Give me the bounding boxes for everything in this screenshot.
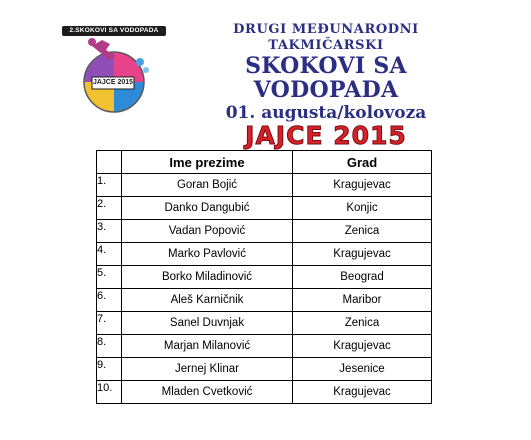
row-num: 6. [97, 289, 122, 312]
header-num [97, 151, 122, 174]
row-name: Borko Miladinović [122, 266, 293, 289]
header-name: Ime prezime [122, 151, 293, 174]
logo-band-text: 2.SKOKOVI SA VODOPADA [69, 27, 159, 34]
table-row [97, 335, 432, 358]
row-city: Kragujevac [293, 335, 432, 358]
row-num: 2. [97, 197, 122, 220]
row-name: Marko Pavlović [122, 243, 293, 266]
table-header-row [97, 151, 432, 174]
event-logo [62, 20, 166, 114]
row-num: 3. [97, 220, 122, 243]
row-name: Danko Dangubić [122, 197, 293, 220]
table-row [97, 381, 432, 404]
header-city: Grad [293, 151, 432, 174]
row-name: Vadan Popović [122, 220, 293, 243]
row-city: Zenica [293, 220, 432, 243]
event-title-block [196, 22, 456, 149]
row-num: 7. [97, 312, 122, 335]
row-name: Aleš Karničnik [122, 289, 293, 312]
row-city: Kragujevac [293, 381, 432, 404]
event-subtitle: DRUGI MEĐUNARODNI TAKMIČARSKI [233, 22, 419, 53]
logo-badge-text: JAJCE 2015 [92, 79, 134, 86]
table-row [97, 220, 432, 243]
row-num: 9. [97, 358, 122, 381]
row-name: Mladen Cvetković [122, 381, 293, 404]
table-row [97, 197, 432, 220]
table-row [97, 266, 432, 289]
table-row [97, 312, 432, 335]
event-title: SKOKOVI SA VODOPADA [245, 53, 407, 103]
event-date: 01. augusta/kolovoza [225, 103, 427, 123]
table-row [97, 358, 432, 381]
row-city: Kragujevac [293, 174, 432, 197]
row-name: Marjan Milanović [122, 335, 293, 358]
row-name: Goran Bojić [122, 174, 293, 197]
row-num: 5. [97, 266, 122, 289]
row-city: Konjic [293, 197, 432, 220]
table-row [97, 174, 432, 197]
table-row [97, 289, 432, 312]
row-city: Jesenice [293, 358, 432, 381]
row-city: Kragujevac [293, 243, 432, 266]
event-location-year: JAJCE 2015 [245, 121, 407, 150]
row-name: Sanel Duvnjak [122, 312, 293, 335]
participants-table [96, 150, 432, 404]
row-num: 1. [97, 174, 122, 197]
row-city: Beograd [293, 266, 432, 289]
row-num: 10. [97, 381, 122, 404]
row-num: 8. [97, 335, 122, 358]
row-name: Jernej Klinar [122, 358, 293, 381]
row-city: Zenica [293, 312, 432, 335]
row-city: Maribor [293, 289, 432, 312]
table-row [97, 243, 432, 266]
row-num: 4. [97, 243, 122, 266]
